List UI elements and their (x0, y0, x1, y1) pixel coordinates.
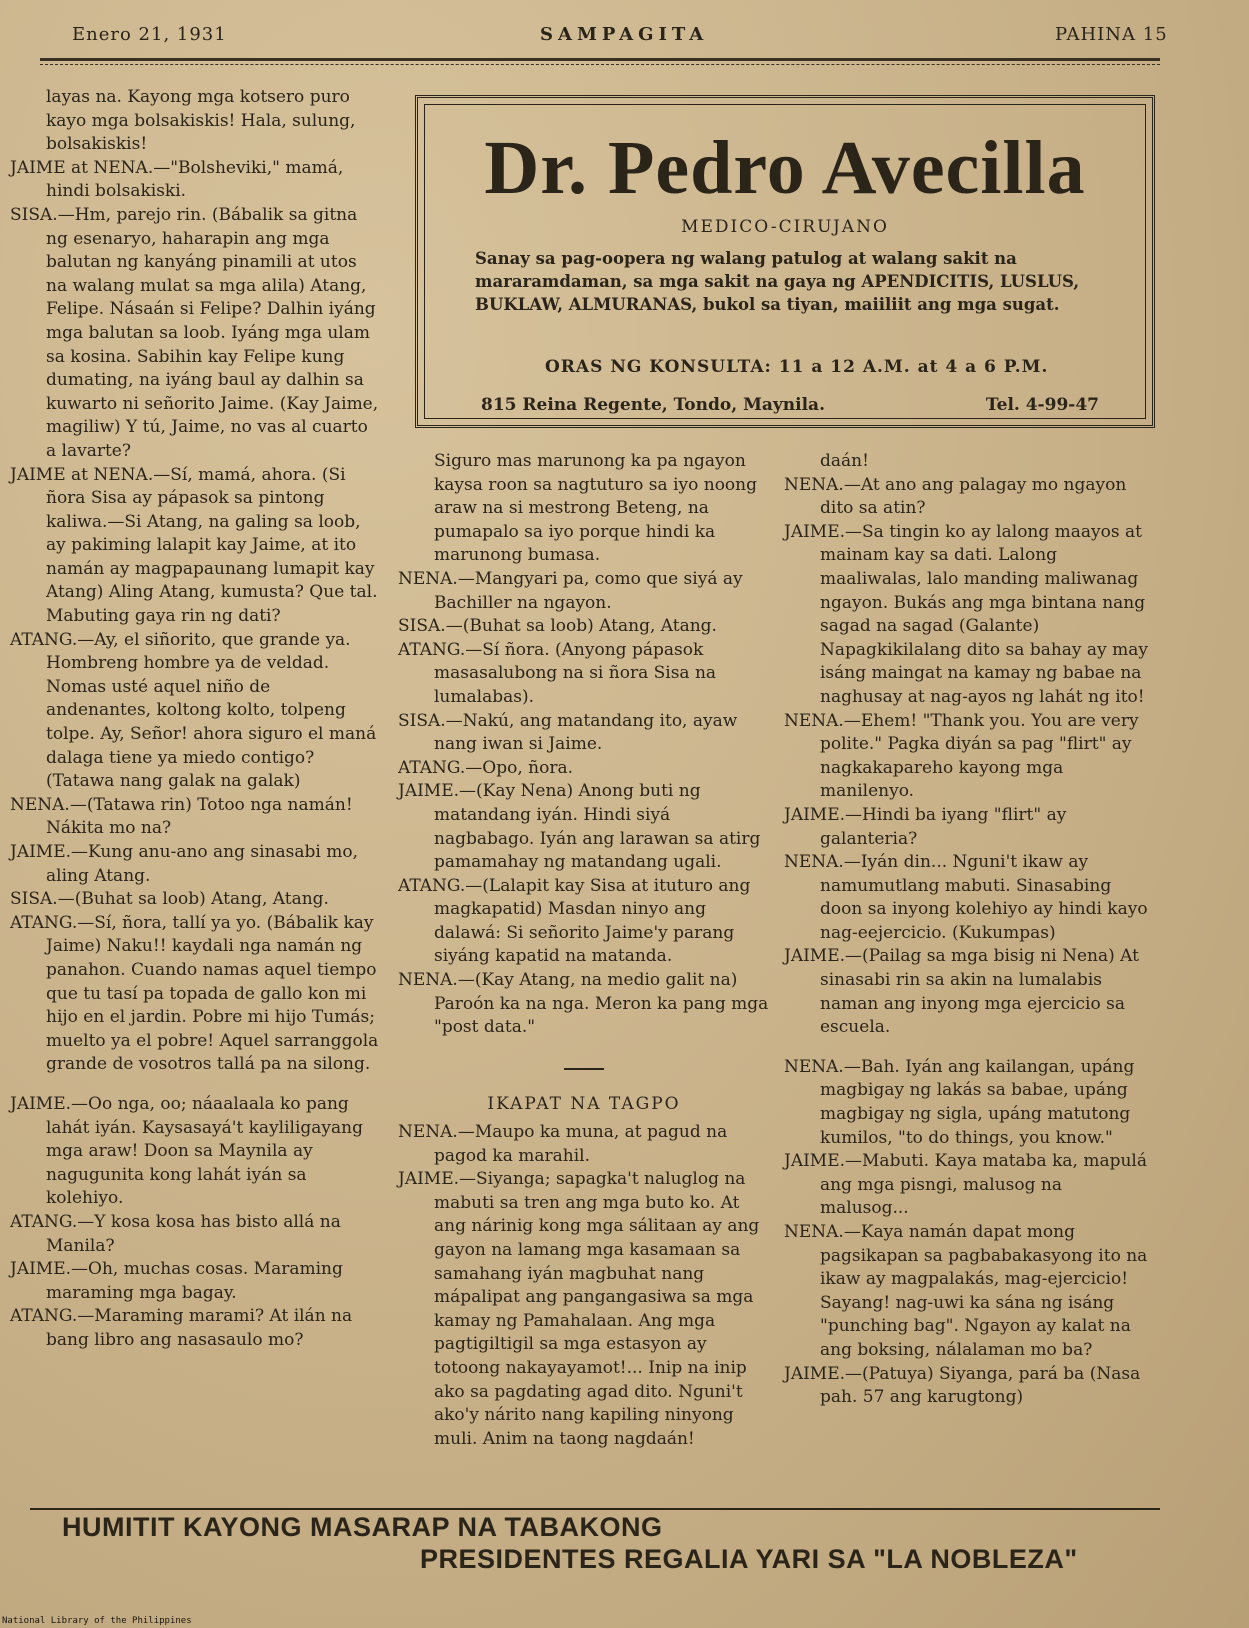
dialogue-paragraph: JAIME.—Hindi ba iyang "flirt" ay galanteria? (784, 804, 1067, 849)
dialogue-paragraph: JAIME.—Kung anu-ano ang sinasabi mo, aling Atang. (10, 842, 358, 886)
column-middle (398, 450, 770, 1451)
dialogue-paragraph: ATANG.—Sí ñora. (Anyong pápasok masasalubong na si ñora Sisa na lumalabas). (398, 639, 717, 707)
dialogue-paragraph: JAIME.—Sa tingin ko ay lalong maayos at mainam kay sa dati. Lalong maaliwalas, lalo manding maliwanag ngayon. Bukás ang mga bintana nang sagad na sagad (Galante) Napagkikilalang dito sa bahay ay may isáng maingat na kamay ng babae na naghusay at nag-ayos ng lahát ng ito! (784, 521, 1148, 707)
dialogue-paragraph: ATANG.—Ay, el siñorito, que grande ya. Hombreng hombre ya de veldad. Nomas usté aquel niño de andenantes, koltong kolto, tolpeng tolpe. Ay, Señor! ahora siguro el maná dalaga tiene ya miedo contigo? (Tatawa nang galak na galak) (10, 629, 377, 792)
header-page-number: PAHINA 15 (1055, 24, 1168, 45)
footer-rule (30, 1508, 1160, 1510)
ad-telephone: Tel. 4-99-47 (985, 395, 1099, 415)
dialogue-paragraph: Siguro mas marunong ka pa ngayon kaysa roon sa nagtuturo sa iyo noong araw na si mestrong Beteng, na pumapalo sa iyo porque hindi ka marunong bumasa. (434, 451, 757, 566)
dialogue-paragraph: NENA.—Iyán din... Nguni't ikaw ay namumutlang mabuti. Sinasabing doon sa inyong kolehiyo ay hindi kayo nag-eejercicio. (Kukumpas) (784, 852, 1148, 943)
ad-consultation-hours: ORAS NG KONSULTA: 11 a 12 A.M. at 4 a 6 P.M. (545, 357, 1049, 377)
dialogue-paragraph: JAIME.—Oh, muchas cosas. Maraming maraming mga bagay. (10, 1259, 343, 1303)
dialogue-paragraph: NENA.—(Tatawa rin) Totoo nga namán! Nákita mo na? (10, 794, 353, 839)
ad-doctor-name: Dr. Pedro Avecilla (484, 126, 1086, 210)
dialogue-paragraph: SISA.—(Buhat sa loob) Atang, Atang. (398, 616, 717, 637)
dialogue-paragraph: NENA.—Maupo ka muna, at pagud na pagod ka marahil. (398, 1122, 728, 1166)
column-middle-part1 (398, 450, 770, 1040)
dialogue-paragraph: ATANG.—Maraming marami? At ilán na bang libro ang nasasaulo mo? (10, 1306, 353, 1350)
dialogue-paragraph: SISA.—Hm, parejo rin. (Bábalik sa gitna ng esenaryo, haharapin ang mga balutan ng kanyáng pinamili at utos na walang mulat sa mga alila) Atang, Felipe. Násaán si Felipe? Dalhin iyáng mga balutan sa loob. Iyáng mga ulam sa kosina. Sabihin kay Felipe kung dumating, na iyáng baul ay dalhin sa kuwarto ni señorito Jaime. (Kay Jaime, magiliw) Y tú, Jaime, no vas al cuarto a lavarte? (10, 204, 379, 461)
column-left (10, 86, 380, 1352)
ad-address: 815 Reina Regente, Tondo, Maynila. (481, 395, 825, 415)
dialogue-paragraph: NENA.—Bah. Iyán ang kailangan, upáng magbigay ng lakás sa babae, upáng magbigay ng sigla, upáng matutong kumilos, "to do things, you know." (784, 1056, 1135, 1148)
dialogue-paragraph: SISA.—Nakú, ang matandang ito, ayaw nang iwan si Jaime. (398, 710, 738, 755)
dialogue-paragraph: NENA.—Kaya namán dapat mong pagsikapan sa pagbabakasyong ito na ikaw ay magpalakás, mag-ejercicio! Sayang! nag-uwi ka sána ng isáng "punching bag". Ngayon ay kalat na ang boksing, nálalaman mo ba? (784, 1222, 1148, 1360)
dialogue-paragraph: NENA.—Mangyari pa, como que siyá ay Bachiller na ngayon. (398, 568, 743, 613)
dialogue-paragraph: ATANG.—(Lalapit kay Sisa at ituturo ang magkapatid) Masdan ninyo ang dalawá: Si señorito Jaime'y parang siyáng kapatid na matanda. (398, 875, 751, 967)
dialogue-paragraph: ATANG.—Y kosa kosa has bisto allá na Manila? (10, 1211, 341, 1256)
tobacco-ad-line2: PRESIDENTES REGALIA YARI SA "LA NOBLEZA" (420, 1544, 1078, 1574)
ad-inner-border (424, 104, 1146, 419)
dialogue-paragraph: JAIME.—Siyanga; sapagka't naluglog na mabuti sa tren ang mga buto ko. At ang nárinig kong mga sálitaan ay ang gayon na lamang mga kasamaan sa samahang iyán magbuhat nang mápalipat ang pangangasiwa sa mga kamay ng Pamahalaan. Ang mga pagtigiltigil sa mga estasyon ay totoong nakayayamot!... Inip na inip ako sa pagdating agad dito. Nguni't ako'y nárito nang kapiling ninyong muli. Anim na taong nagdaán! (398, 1169, 760, 1449)
section-separator (398, 1054, 770, 1078)
dialogue-paragraph: JAIME.—(Patuya) Siyanga, pará ba (Nasa pah. 57 ang karugtong) (784, 1363, 1141, 1408)
dialogue-paragraph: ATANG.—Sí, ñora, tallí ya yo. (Bábalik kay Jaime) Naku!! kaydali nga namán ng panahon. Cuando namas aquel tiempo que tu tasí pa topada de gallo kon mi hijo en el jardin. Pobre mi hijo Tumás; muelto ya el pobre! Aquel sarranggola grande de vosotros tallá pa na silong. (10, 912, 379, 1075)
library-credit: National Library of the Philippines (2, 1616, 192, 1626)
header-title: SAMPAGITA (540, 24, 709, 45)
ad-doctor-role: MEDICO-CIRUJANO (681, 217, 889, 237)
dialogue-paragraph: JAIME.—Oo nga, oo; náaalaala ko pang lahát iyán. Kaysasayá't kayliligayang mga araw! Doon sa Maynila ay nagugunita kong lahát iyán sa kolehiyo. (10, 1093, 364, 1209)
column-middle-part2 (398, 1121, 770, 1451)
ad-description: Sanay sa pag-oopera ng walang patulog at walang sakit na mararamdaman, sa mga sakit na gaya ng APENDICITIS, LUSLUS, BUKLAW, ALMURANAS, bukol sa tiyan, maiiliit ang mga sugat. (475, 249, 1080, 314)
tobacco-ad-line1: HUMITIT KAYONG MASARAP NA TABAKONG (62, 1512, 663, 1542)
header-rule (40, 58, 1160, 61)
dialogue-paragraph: daán! (820, 451, 869, 471)
dialogue-paragraph: SISA.—(Buhat sa loob) Atang, Atang. (10, 889, 329, 910)
header-rule-dashed (40, 64, 1160, 65)
doctor-advertisement (415, 95, 1155, 428)
column-right (784, 450, 1154, 1410)
dialogue-paragraph: JAIME.—(Pailag sa mga bisig ni Nena) At sinasabi rin sa akin na lumalabis naman ang inyong mga ejercicio sa escuela. (784, 946, 1139, 1038)
dialogue-paragraph: NENA.—Ehem! "Thank you. You are very polite." Pagka diyán sa pag "flirt" ay nagkakapareho kayong mga manilenyo. (784, 710, 1139, 802)
dialogue-paragraph: layas na. Kayong mga kotsero puro kayo mga bolsakiskis! Hala, sulung, bolsakiskis! (46, 87, 356, 155)
scene-title: IKAPAT NA TAGPO (487, 1094, 681, 1115)
header-date: Enero 21, 1931 (72, 24, 227, 45)
dialogue-paragraph: ATANG.—Opo, ñora. (398, 757, 573, 778)
dialogue-paragraph: NENA.—At ano ang palagay mo ngayon dito sa atin? (784, 474, 1127, 519)
dialogue-paragraph: JAIME.—Mabuti. Kaya mataba ka, mapulá ang mga pisngi, malusog na malusog... (784, 1151, 1148, 1219)
dialogue-paragraph: JAIME.—(Kay Nena) Anong buti ng matandang iyán. Hindi siyá nagbabago. Iyán ang larawan sa atirg pamamahay ng matandang ugali. (398, 781, 761, 873)
dialogue-paragraph: NENA.—(Kay Atang, na medio galit na) Paroón ka na nga. Meron ka pang mga "post data." (398, 970, 769, 1038)
dialogue-paragraph: JAIME at NENA.—"Bolsheviki," mamá, hindi bolsakiski. (10, 157, 344, 202)
dialogue-paragraph: JAIME at NENA.—Sí, mamá, ahora. (Si ñora Sisa ay pápasok sa pintong kaliwa.—Si Atang, na galing sa loob, ay pakiming lalapit kay Jaime, at ito namán ay magpapaunang lumapit kay Atang) Aling Atang, kumusta? Que tal. Mabuting gaya rin ng dati? (10, 464, 378, 627)
